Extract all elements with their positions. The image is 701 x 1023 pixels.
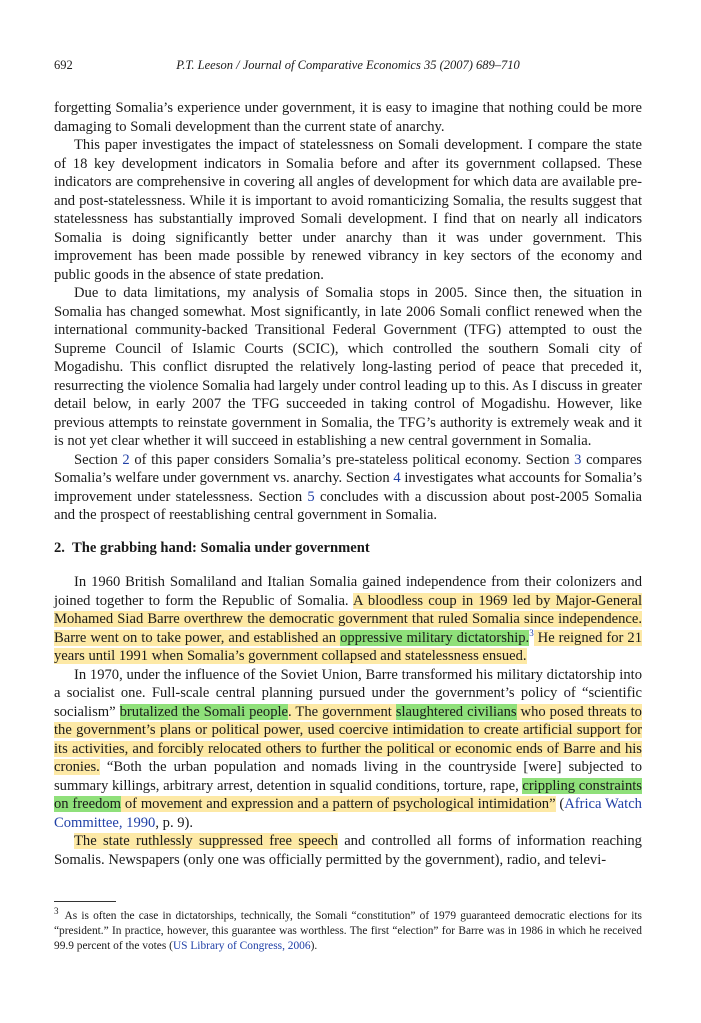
footnote-mark: 3 bbox=[54, 906, 59, 917]
section-heading bbox=[54, 539, 642, 558]
text: and controlled all forms of information reaching Somalis. Newspapers (only one was officially permitted by the government), radio, and televi- bbox=[54, 833, 642, 868]
text: compares Somalia’s welfare under government vs. anarchy. Section bbox=[54, 451, 642, 486]
highlight-yellow: A bloodless coup in 1969 led by Major-General Mohamed Siad Barre overthrew the democratic government that ruled Somalia since independence. Barre went on to take power, and established an bbox=[54, 592, 643, 646]
text: ( bbox=[555, 796, 565, 812]
footnote bbox=[54, 906, 642, 954]
highlight-green: brutalized the Somali people bbox=[119, 703, 289, 720]
highlight-green: oppressive military dictatorship. bbox=[340, 629, 530, 646]
text: In 1960 British Somaliland and Italian Somalia gained independence from their colonizers and joined together to form the Republic of Somalia. bbox=[54, 574, 642, 609]
paragraph-5 bbox=[54, 573, 642, 666]
citation-link[interactable]: Africa Watch Committee, 1990 bbox=[54, 796, 642, 831]
paragraph-7 bbox=[54, 832, 642, 869]
highlight-yellow: of movement and expression and a pattern of psychological intimidation” bbox=[121, 796, 556, 812]
text: Section bbox=[74, 451, 123, 468]
highlight-yellow: He reigned for 21 years until 1991 when Somalia’s government collapsed and statelessness ensued. bbox=[54, 629, 642, 664]
highlight-yellow: . The government bbox=[288, 703, 396, 720]
section-link-3[interactable]: 3 bbox=[574, 451, 582, 468]
section-link-5[interactable]: 5 bbox=[307, 488, 315, 505]
text: , p. 9). bbox=[155, 814, 194, 831]
paragraph-6 bbox=[54, 666, 642, 833]
text: concludes with a discussion about post-2005 Somalia and the prospect of reestablishing central government in Somalia. bbox=[54, 488, 642, 523]
running-head: P.T. Leeson / Journal of Comparative Economics 35 (2007) 689–710 bbox=[176, 58, 520, 72]
highlight-yellow: The state ruthlessly suppressed free speech bbox=[74, 833, 338, 849]
footnote-text: ). bbox=[310, 940, 318, 952]
paragraph-4 bbox=[54, 451, 642, 525]
text: investigates what accounts for Somalia’s improvement under statelessness. Section bbox=[54, 470, 643, 505]
highlight-green: slaughtered civilians bbox=[395, 703, 517, 720]
paragraph-3: Due to data limitations, my analysis of Somalia stops in 2005. Since then, the situation in Somalia has changed somewhat. Most significantly, in late 2006 Somali conflict renewed when the international community-backed Transitional Federal Government (TFG) attempted to oust the Supreme Council of Islamic Courts (SCIC), which controlled the southern Somali city of Mogadishu. This conflict disrupted the relatively long-lasting period of peace that preceded it, resurrecting the violence Somalia had largely under control leading up to this. As I discuss in greater detail below, in early 2007 the TFG succeeded in taking control of Mogadishu. However, like previous attempts to reinstate government in Somalia, the TFG’s authority is extremely weak and it is not yet clear whether it will succeed in establishing a new central government in Somalia. bbox=[54, 285, 642, 449]
text: “Both the urban population and nomads living in the countryside [were] subjected to summary killings, arbitrary arrest, detention in squalid conditions, torture, rape, bbox=[54, 759, 642, 794]
body-text bbox=[54, 99, 642, 869]
highlight-yellow: who posed threats to the government’s plans or political power, used coercive intimidation to create artificial support for its activities, and forcibly relocated others to further the political or economic ends of Barre and his cronies. bbox=[54, 703, 642, 775]
running-header bbox=[54, 58, 642, 78]
footnote-ref[interactable]: 3 bbox=[529, 627, 534, 638]
footnote-rule bbox=[54, 901, 116, 902]
section-link-4[interactable]: 4 bbox=[393, 470, 401, 486]
page-number: 692 bbox=[54, 58, 73, 72]
section-link-2[interactable]: 2 bbox=[122, 451, 130, 468]
paragraph-1: forgetting Somalia’s experience under government, it is easy to imagine that nothing could be more damaging to Somali development than the current state of anarchy. bbox=[54, 100, 642, 135]
paragraph-2: This paper investigates the impact of statelessness on Somali development. I compare the state of 18 key development indicators in Somalia before and after its government collapsed. These indicators are comprehensive in covering all angles of development for which data are available pre- and post-statelessness. While it is important to avoid romanticizing Somalia, the results suggest that statelessness has substantially improved Somali development. I find that on nearly all indicators Somalia is doing significantly better under anarchy than it was under government. This improvement has been made possible by renewed vibrancy in key sectors of the economy and public goods in the absence of state predation. bbox=[54, 137, 642, 283]
section-number: 2. bbox=[54, 539, 65, 556]
citation-link[interactable]: US Library of Congress, 2006 bbox=[172, 940, 311, 952]
section-title: The grabbing hand: Somalia under government bbox=[72, 539, 370, 556]
text: of this paper considers Somalia’s pre-stateless political economy. Section bbox=[129, 451, 575, 468]
text: In 1970, under the influence of the Soviet Union, Barre transformed his military dictatorship into a socialist one. Full-scale central planning pursued under the government’s policy of “scientific socialism” bbox=[54, 666, 642, 720]
highlight-green: crippling constraints on freedom bbox=[54, 777, 642, 812]
footnote-text: As is often the case in dictatorships, technically, the Somali “constitution” of 1979 guaranteed democratic elections for its “president.” In practice, however, this guarantee was worthless. The first “election” for Barre was in 1986 in which he received 99.9 percent of the votes ( bbox=[54, 910, 642, 952]
